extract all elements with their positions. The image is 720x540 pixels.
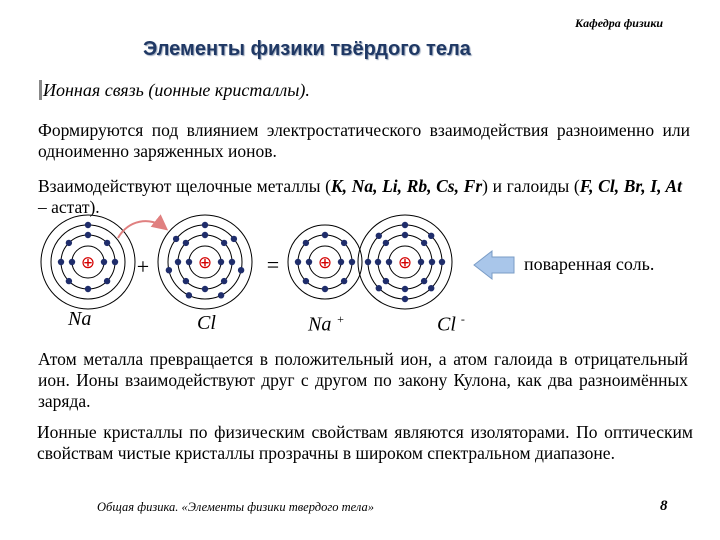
plus-sign: + <box>136 254 150 279</box>
electron <box>349 259 355 265</box>
result-label: поваренная соль. <box>524 254 655 274</box>
subtitle-text: Ионная связь (ионные кристаллы). <box>43 80 310 100</box>
electron <box>402 296 408 302</box>
p2-metals: K, Na, Li, Rb, Cs, Fr <box>331 176 483 196</box>
electron <box>439 259 445 265</box>
label-cl: Cl <box>197 312 216 334</box>
page-number: 8 <box>660 498 668 514</box>
na-nucleus: ⊕ <box>80 253 96 273</box>
electron <box>85 286 91 292</box>
footer-course: Общая физика. «Элементы физики твердого тела» <box>97 500 374 514</box>
label-na-ion <box>308 312 344 337</box>
electron <box>231 236 237 242</box>
cl-nucleus: ⊕ <box>197 253 213 273</box>
electron <box>295 259 301 265</box>
electron <box>85 232 91 238</box>
electron <box>365 259 371 265</box>
electron <box>428 285 434 291</box>
electron <box>202 232 208 238</box>
label-cl-ion <box>437 312 465 337</box>
label-cl-ion-text: Cl <box>437 313 456 336</box>
electron <box>386 259 392 265</box>
equals-sign: = <box>266 252 280 277</box>
electron <box>428 233 434 239</box>
label-na-ion-charge: + <box>336 312 345 326</box>
electron <box>218 292 224 298</box>
p2-middle: ) и галоиды ( <box>482 176 580 196</box>
paragraph-properties: Ионные кристаллы по физическим свойствам являются изоляторами. По оптическим свойствам чистые кристаллы прозрачны в широком спектральном диапазоне. <box>37 422 693 463</box>
electron <box>173 236 179 242</box>
electron <box>101 259 107 265</box>
electron <box>66 240 72 246</box>
ionic-bond-diagram <box>0 210 720 340</box>
electron <box>383 278 389 284</box>
paragraph-formation: Формируются под влиянием электростатического взаимодействия разноименно или одноименно заряженных ионов. <box>38 120 690 161</box>
na-ion-nucleus: ⊕ <box>317 253 333 273</box>
label-na: Na <box>68 308 92 330</box>
electron <box>202 286 208 292</box>
electron <box>104 278 110 284</box>
electron <box>186 292 192 298</box>
electron <box>202 222 208 228</box>
electron <box>402 222 408 228</box>
electron <box>69 259 75 265</box>
electron <box>376 285 382 291</box>
electron <box>341 278 347 284</box>
p2-prefix: Взаимодействуют щелочные металлы ( <box>38 176 331 196</box>
paragraph-ion-formation: Атом металла превращается в положительный ион, а атом галоида в отрицательный ион. Ионы взаимодействуют друг с другом по закону Кулона, как два разноимённых заряда. <box>38 349 688 411</box>
electron <box>183 240 189 246</box>
electron <box>341 240 347 246</box>
left-arrow-icon <box>474 251 514 279</box>
subtitle-bar <box>39 80 42 100</box>
electron <box>238 267 244 273</box>
slide-title: Элементы физики твёрдого тела <box>143 38 471 60</box>
electron <box>429 259 435 265</box>
electron <box>183 278 189 284</box>
electron <box>66 278 72 284</box>
p2-halogens: F, Cl, Br, I, At <box>579 176 683 196</box>
electron <box>376 233 382 239</box>
electron <box>58 259 64 265</box>
electron <box>104 240 110 246</box>
electron <box>402 232 408 238</box>
label-na-ion-text: Na <box>308 313 332 336</box>
electron <box>166 267 172 273</box>
electron <box>221 278 227 284</box>
electron <box>322 286 328 292</box>
label-cl-ion-charge: - <box>460 312 465 326</box>
electron <box>218 259 224 265</box>
electron <box>383 240 389 246</box>
electron <box>421 278 427 284</box>
electron <box>229 259 235 265</box>
electron <box>85 222 91 228</box>
electron <box>402 286 408 292</box>
electron <box>186 259 192 265</box>
slide-subtitle <box>43 80 310 101</box>
electron <box>322 232 328 238</box>
department-label: Кафедра физики <box>575 16 664 30</box>
electron <box>421 240 427 246</box>
cl-ion-nucleus: ⊕ <box>397 253 413 273</box>
electron <box>375 259 381 265</box>
electron <box>112 259 118 265</box>
electron-transfer-arrow <box>118 221 165 238</box>
electron <box>303 278 309 284</box>
electron <box>221 240 227 246</box>
electron <box>338 259 344 265</box>
electron <box>418 259 424 265</box>
electron <box>306 259 312 265</box>
electron <box>175 259 181 265</box>
electron <box>303 240 309 246</box>
p2-suffix: – астат). <box>38 197 100 217</box>
